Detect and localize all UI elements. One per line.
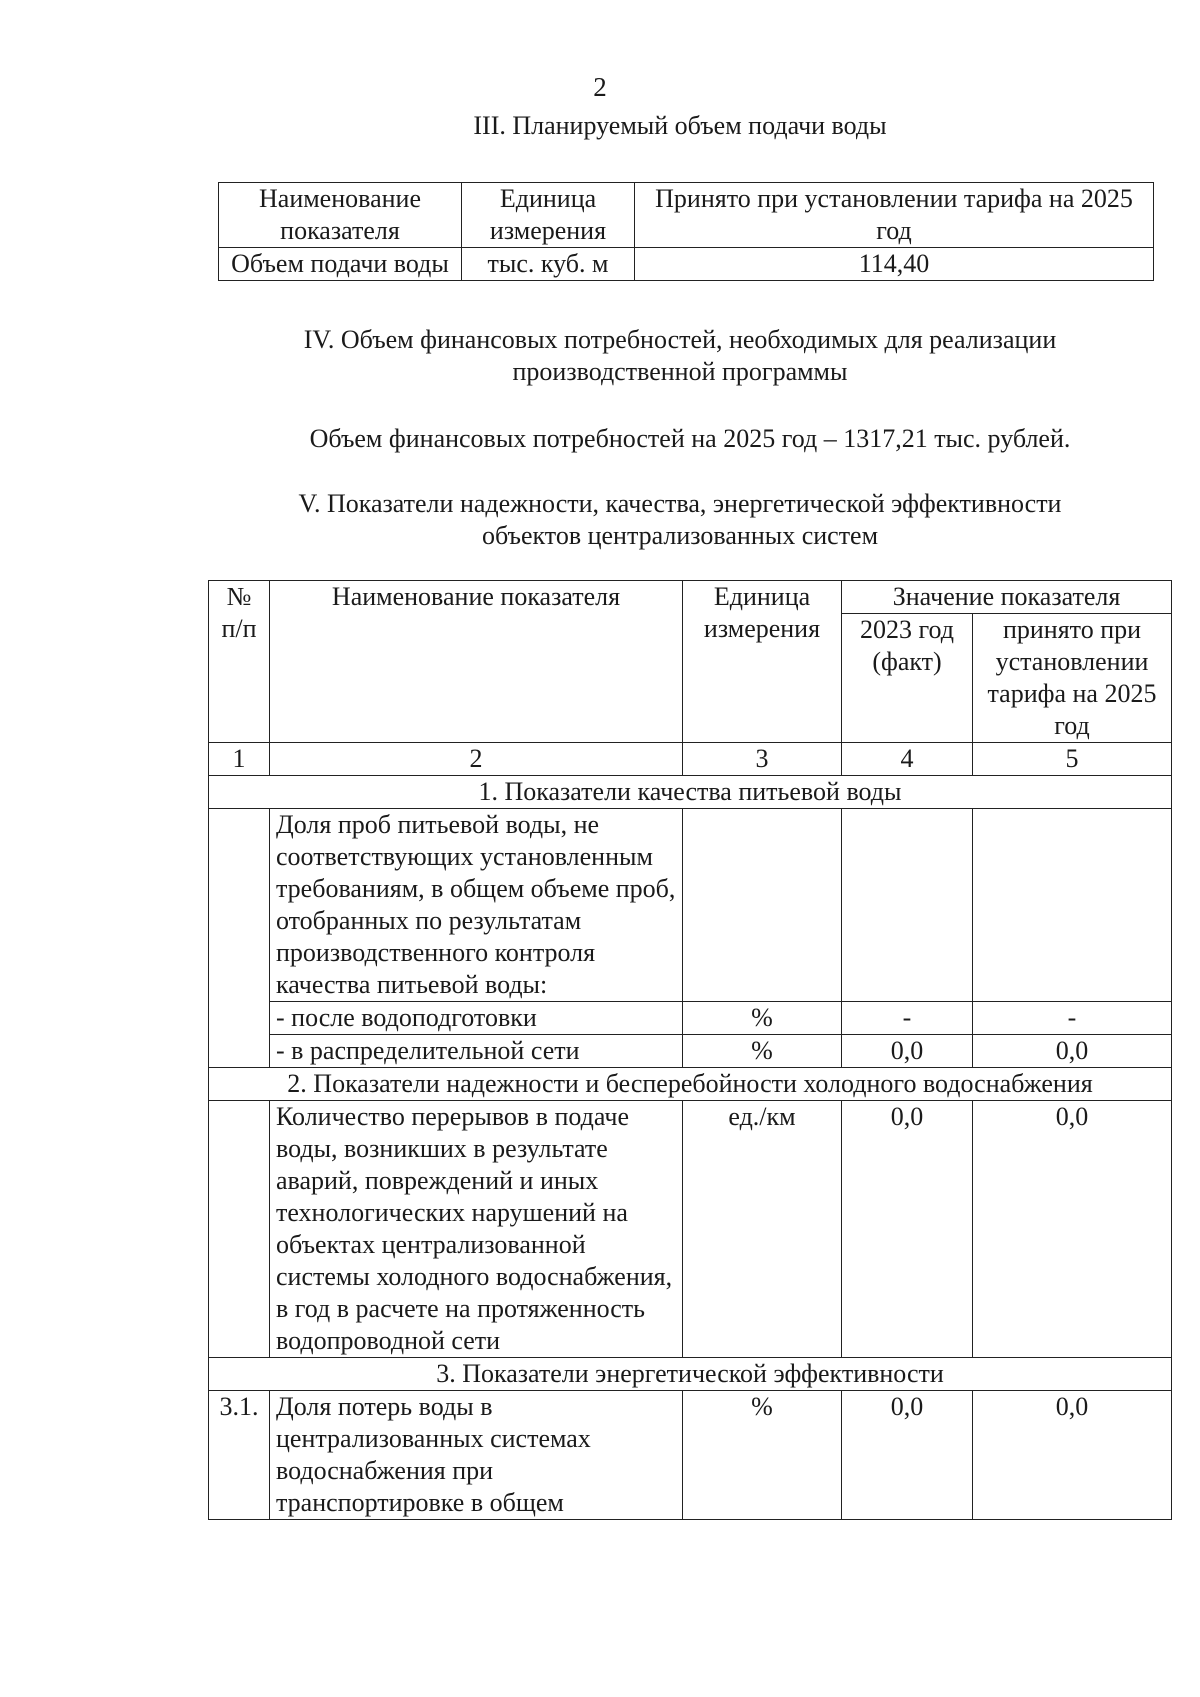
table-header-row — [209, 581, 1172, 614]
header-cell-tariff: Принято при установлении тарифа на 2025 год — [635, 183, 1154, 248]
header-cell-value-group: Значение показателя — [842, 581, 1172, 614]
group-heading-row — [209, 776, 1172, 809]
column-number: 1 — [209, 743, 270, 776]
header-cell-plan: принято при установлении тарифа на 2025 год — [973, 614, 1172, 743]
cell-name: Доля проб питьевой воды, не соответствующих установленным требованиям, в общем объеме проб, отобранных по результатам производственного контроля качества питьевой воды: — [270, 809, 683, 1002]
section-5-heading-line1: V. Показатели надежности, качества, энергетической эффективности — [298, 489, 1062, 518]
header-cell-unit: Единица измерения — [462, 183, 635, 248]
cell-fact: 0,0 — [842, 1101, 973, 1358]
cell-num — [209, 809, 270, 1068]
table-header-row — [219, 183, 1154, 248]
indicators-table — [208, 580, 1172, 1520]
cell-unit: тыс. куб. м — [462, 248, 635, 281]
header-cell-unit: Единица измерения — [683, 581, 842, 743]
cell-name: - в распределительной сети — [270, 1035, 683, 1068]
financial-summary: Объем финансовых потребностей на 2025 год – 1317,21 тыс. рублей. — [309, 424, 1071, 453]
section-3-heading: III. Планируемый объем подачи воды — [473, 111, 887, 140]
table-row — [209, 1101, 1172, 1358]
table-row — [219, 248, 1154, 281]
section-5-heading-line2: объектов централизованных систем — [481, 521, 879, 550]
cell-fact — [842, 809, 973, 1002]
section-4-heading-line1: IV. Объем финансовых потребностей, необходимых для реализации — [303, 325, 1057, 354]
header-cell-num: № п/п — [209, 581, 270, 743]
cell-value: 114,40 — [635, 248, 1154, 281]
cell-fact: 0,0 — [842, 1035, 973, 1068]
column-number: 4 — [842, 743, 973, 776]
header-cell-fact: 2023 год (факт) — [842, 614, 973, 743]
cell-plan: - — [973, 1002, 1172, 1035]
cell-plan: 0,0 — [973, 1035, 1172, 1068]
cell-unit: % — [683, 1002, 842, 1035]
section-4-heading-line2: производственной программы — [512, 357, 848, 386]
group-heading-row — [209, 1358, 1172, 1391]
header-cell-name: Наименование показателя — [270, 581, 683, 743]
cell-num — [209, 1101, 270, 1358]
table-row — [209, 809, 1172, 1002]
table-row — [209, 1391, 1172, 1520]
column-number: 3 — [683, 743, 842, 776]
column-number-row — [209, 743, 1172, 776]
cell-num: 3.1. — [209, 1391, 270, 1520]
cell-name: Количество перерывов в подаче воды, возникших в результате аварий, повреждений и иных технологических нарушений на объектах централизованной системы холодного водоснабжения, в год в расчете на протяженность водопроводной сети — [270, 1101, 683, 1358]
cell-plan: 0,0 — [973, 1391, 1172, 1520]
cell-name: - после водоподготовки — [270, 1002, 683, 1035]
cell-name: Объем подачи воды — [219, 248, 462, 281]
cell-fact: 0,0 — [842, 1391, 973, 1520]
cell-unit — [683, 809, 842, 1002]
cell-unit: ед./км — [683, 1101, 842, 1358]
group-heading: 3. Показатели энергетической эффективности — [209, 1358, 1172, 1391]
cell-unit: % — [683, 1391, 842, 1520]
water-supply-table — [218, 182, 1154, 281]
page-number: 2 — [593, 72, 607, 102]
header-cell-name: Наименование показателя — [219, 183, 462, 248]
cell-name: Доля потерь воды в централизованных системах водоснабжения при транспортировке в общем — [270, 1391, 683, 1520]
group-heading: 1. Показатели качества питьевой воды — [209, 776, 1172, 809]
cell-fact: - — [842, 1002, 973, 1035]
cell-unit: % — [683, 1035, 842, 1068]
group-heading-row — [209, 1068, 1172, 1101]
column-number: 2 — [270, 743, 683, 776]
cell-plan — [973, 809, 1172, 1002]
group-heading: 2. Показатели надежности и бесперебойности холодного водоснабжения — [209, 1068, 1172, 1101]
column-number: 5 — [973, 743, 1172, 776]
table-row — [209, 1035, 1172, 1068]
cell-plan: 0,0 — [973, 1101, 1172, 1358]
table-row — [209, 1002, 1172, 1035]
